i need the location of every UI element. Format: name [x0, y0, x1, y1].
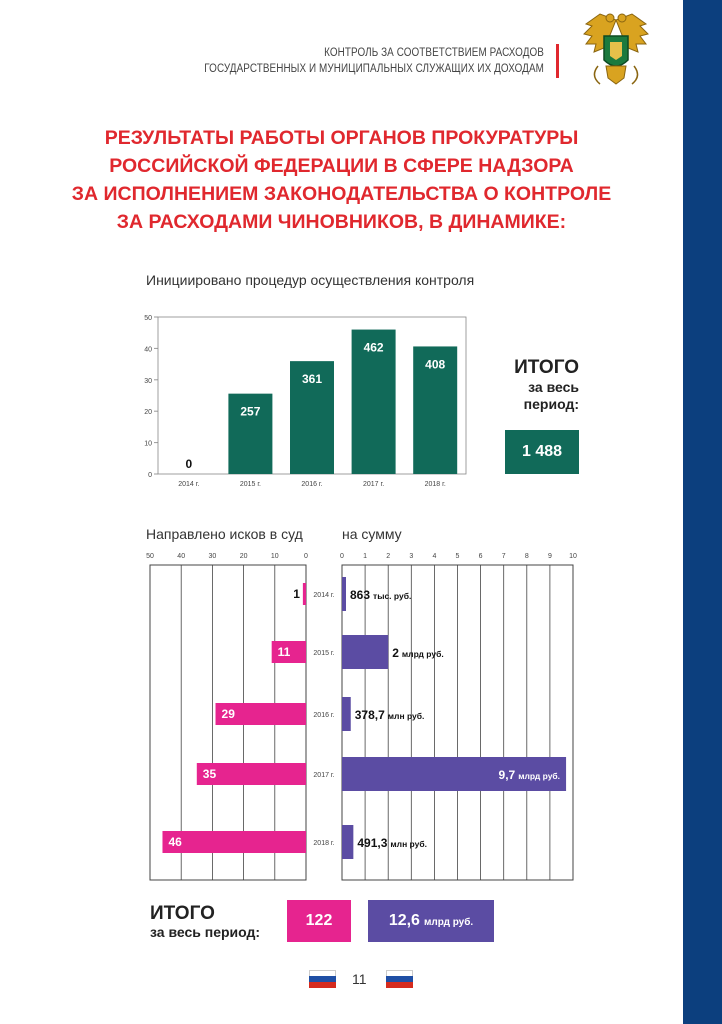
chart3-value-number-1: 2 [392, 646, 399, 660]
title-line-1: РЕЗУЛЬТАТЫ РАБОТЫ ОРГАНОВ ПРОКУРАТУРЫ [104, 127, 579, 149]
summary1-line2: за весь [528, 379, 579, 395]
chart3-value-label-4 [357, 836, 427, 850]
chart3-title: на сумму [342, 526, 402, 542]
chart2-xtick-label-0: 50 [146, 553, 154, 560]
chart2-category-label-3: 2017 г. [313, 772, 335, 779]
chart2-category-label-0: 2014 г. [313, 592, 335, 599]
chart1-ytick-label-4: 40 [144, 346, 152, 354]
page-number: 11 [352, 971, 367, 987]
chart2-value-label-1: 11 [277, 645, 291, 659]
chart3-xtick-label-8: 8 [524, 553, 529, 560]
chart1-xtick-label-0: 2014 г. [178, 481, 200, 488]
summary1-itogo: ИТОГО [514, 357, 579, 378]
chart2-xtick-label-5: 0 [304, 553, 308, 560]
chart3-xtick-label-3: 3 [409, 553, 414, 560]
chart2-value-label-0: 1 [293, 587, 300, 601]
chart1-ytick-label-1: 10 [144, 440, 152, 448]
chart3-xtick-label-7: 7 [501, 553, 506, 560]
chart3-xtick-label-1: 1 [363, 553, 368, 560]
summary2 [150, 903, 260, 940]
chart3-value-number-0: 863 [350, 588, 371, 602]
chart3-value-unit-1: млрд руб. [401, 649, 444, 659]
title-line-3: ЗА ИСПОЛНЕНИЕМ ЗАКОНОДАТЕЛЬСТВА О КОНТРОЛЕ [71, 183, 612, 205]
summary2-line2: за весь период: [150, 924, 261, 940]
chart3-xtick-label-5: 5 [455, 553, 460, 560]
chart3-bar-4 [342, 825, 353, 859]
russian-flag-icon-left [309, 970, 336, 988]
header-line-1: КОНТРОЛЬ ЗА СООТВЕТСТВИЕМ РАСХОДОВ [324, 47, 544, 59]
chart3-xtick-label-10: 10 [569, 553, 577, 560]
chart2-bar-0 [303, 583, 306, 605]
chart1-xtick-label-1: 2015 г. [239, 481, 261, 488]
chart1-value-label-2: 361 [301, 372, 323, 387]
chart3-xtick-label-2: 2 [386, 553, 391, 560]
header-line-2: ГОСУДАРСТВЕННЫХ И МУНИЦИПАЛЬНЫХ СЛУЖАЩИХ ИХ ДОХОДАМ [204, 63, 544, 75]
summary1-total: 1 488 [505, 430, 579, 474]
chart1-xtick-label-4: 2018 г. [424, 481, 446, 488]
title-line-2: РОССИЙСКОЙ ФЕДЕРАЦИИ В СФЕРЕ НАДЗОРА [109, 155, 574, 177]
summary2-amount-total [368, 900, 494, 942]
chart1-value-label-3: 462 [363, 340, 384, 355]
chart2-value-label-4: 46 [168, 835, 182, 849]
summary1-line3: период: [523, 396, 579, 412]
chart2-title: Направлено исков в суд [146, 526, 303, 542]
title-line-4: ЗА РАСХОДАМИ ЧИНОВНИКОВ, В ДИНАМИКЕ: [116, 211, 567, 233]
chart3-xtick-label-9: 9 [547, 553, 552, 560]
summary2-itogo: ИТОГО [150, 903, 215, 924]
chart2-xtick-label-2: 30 [208, 553, 217, 560]
chart3-bar-2 [342, 697, 351, 731]
summary2-amount-unit: млрд руб. [423, 917, 474, 928]
chart3-xtick-label-4: 4 [432, 553, 437, 560]
chart3-value-label-1 [392, 646, 444, 660]
chart2-xtick-label-1: 40 [177, 553, 186, 560]
summary2-lawsuits-total: 122 [287, 900, 351, 942]
chart3-value-unit-2: млн руб. [387, 711, 425, 721]
chart1-ytick-label-0: 0 [148, 472, 152, 479]
chart1-value-label-0: 0 [185, 457, 193, 471]
chart3-bar-0 [342, 577, 346, 611]
chart1-value-label-1: 257 [240, 404, 261, 419]
chart1-ytick-label-5: 50 [144, 315, 152, 322]
chart1-ytick-label-3: 30 [144, 377, 152, 385]
russian-flag-icon-right [386, 970, 413, 988]
chart3-value-unit-3: млрд руб. [518, 771, 561, 781]
chart2-xtick-label-4: 10 [270, 553, 279, 560]
chart3-value-number-3: 9,7 [498, 768, 516, 782]
summary2-amount-number: 12,6 [388, 912, 420, 929]
chart3-value-label-0 [350, 588, 411, 602]
chart2-category-label-4: 2018 г. [313, 840, 335, 847]
chart2-value-label-2: 29 [221, 707, 235, 721]
chart3-value-label-3 [499, 768, 561, 782]
chart3-xtick-label-0: 0 [340, 553, 344, 560]
chart3-value-number-4: 491,3 [357, 836, 388, 850]
chart2-value-label-3: 35 [202, 767, 217, 781]
chart3-value-unit-0: тыс. руб. [373, 591, 412, 601]
chart3-xtick-label-6: 6 [478, 553, 483, 560]
chart2-category-label-1: 2015 г. [313, 650, 335, 657]
chart3-value-unit-4: млн руб. [390, 839, 427, 849]
chart2-category-label-2: 2016 г. [313, 712, 335, 719]
chart3-value-label-2 [355, 708, 425, 722]
chart2-xtick-label-3: 20 [239, 553, 248, 560]
chart3-value-number-2: 378,7 [354, 708, 385, 722]
chart1-title: Инициировано процедур осуществления контроля [146, 272, 475, 288]
chart1-xtick-label-2: 2016 г. [301, 481, 323, 488]
chart1-value-label-4: 408 [425, 357, 446, 372]
chart1-xtick-label-3: 2017 г. [363, 481, 385, 488]
chart2-bar-4 [162, 831, 306, 853]
chart1-ytick-label-2: 20 [144, 409, 152, 417]
chart3-bar-1 [342, 635, 388, 669]
